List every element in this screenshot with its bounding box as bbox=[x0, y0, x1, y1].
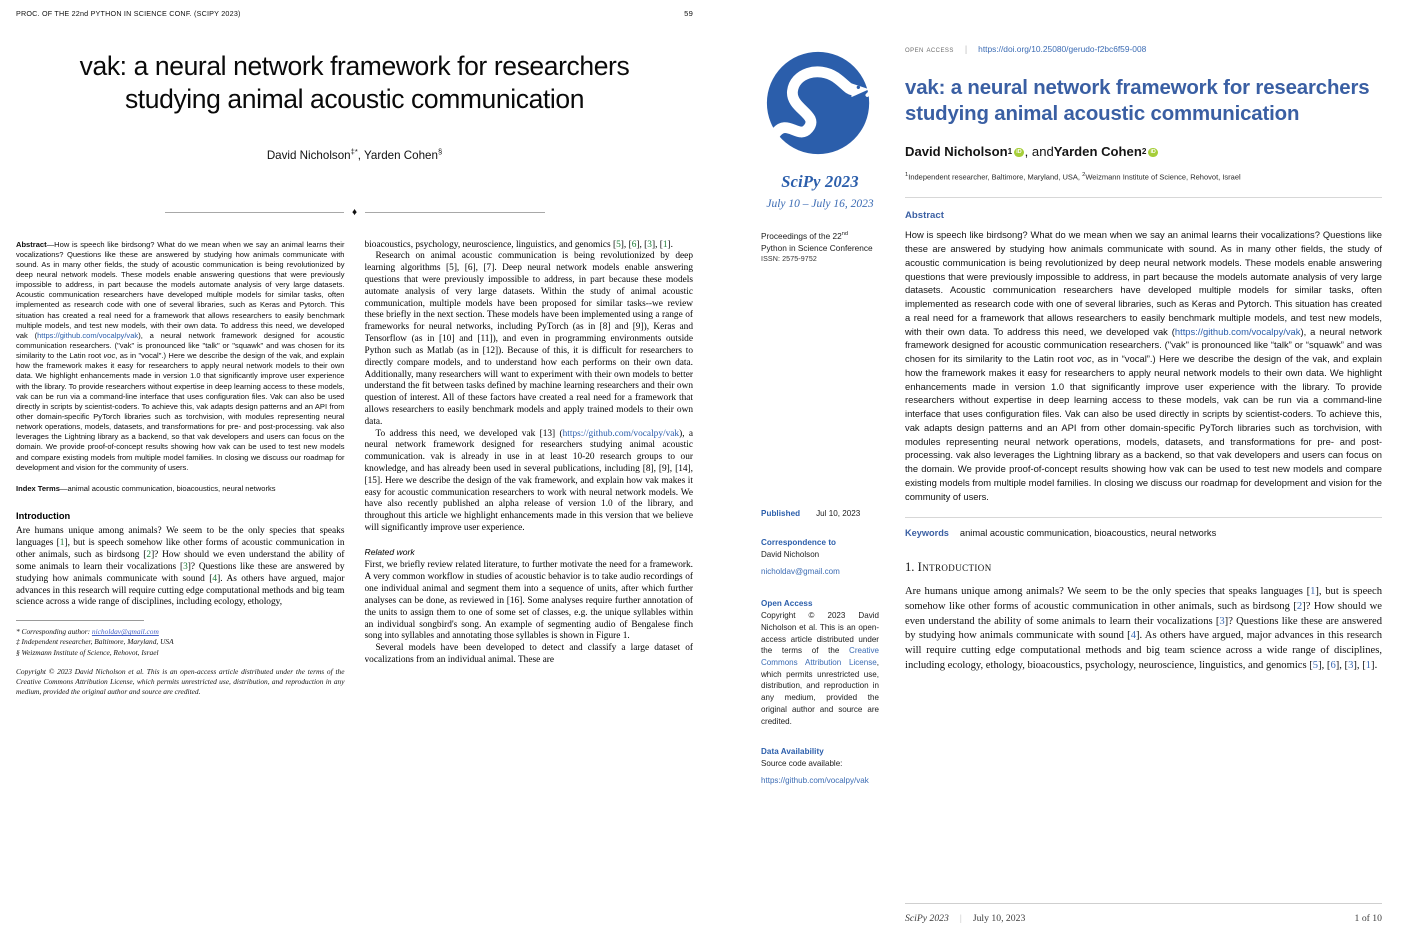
creative-commons-link[interactable]: Creative Commons Attribution License bbox=[761, 646, 879, 667]
author-one-marks: ‡* bbox=[350, 146, 358, 156]
address-need-text-a: To address this need, we developed vak [13] ( bbox=[375, 428, 563, 439]
abstract-text-part2: ), a neural network framework designed for acoustic communication researchers. ("vak" is pronounced like "talk" or "squawk" and was chosen for its similarity to the Latin root bbox=[16, 330, 345, 361]
abstract-label: Abstract bbox=[16, 239, 47, 249]
abstract-paragraph bbox=[16, 240, 345, 473]
scipy-snake-logo-icon bbox=[761, 44, 879, 162]
open-access-block bbox=[761, 599, 879, 727]
ornament-rule-left bbox=[165, 212, 344, 213]
paper-title-right: vak: a neural network framework for researchers studying animal acoustic communication bbox=[905, 77, 1370, 126]
right-page bbox=[709, 0, 1418, 950]
intro-right-e: ]. As others have argued, major advances in this research will require cutting edge computational methods and big team science across a wide range of disciplines, including ecology, ethology, bioacoustics, psychology, neuroscience, linguistics, and genomics [ bbox=[905, 630, 1383, 671]
citation-right-5[interactable]: 5 bbox=[1312, 659, 1319, 671]
data-availability-text: Source code available: bbox=[761, 759, 843, 769]
paper-title-left: vak: a neural network framework for researchers studying animal acoustic communication bbox=[79, 51, 630, 115]
data-availability-link-row bbox=[761, 770, 879, 788]
author-conjunction: , and bbox=[1024, 144, 1054, 160]
footnote-affiliation-two: § Weizmann Institute of Science, Rehovot, Israel bbox=[16, 647, 159, 657]
col2-text-e: ]. bbox=[667, 239, 673, 250]
section-title: Introduction bbox=[917, 559, 992, 574]
proceedings-line-one bbox=[761, 230, 879, 242]
proceedings-text: Proceedings of the 22 bbox=[761, 231, 842, 241]
abstract-right-b: ), a neural network framework designed for acoustic communication researchers. ("vak" is pronounced like “talk” or “squawk” and was chosen for its similarity to the Latin root bbox=[905, 325, 1382, 365]
affiliations-right bbox=[905, 171, 1382, 183]
intro-right-g: ], [ bbox=[1335, 659, 1349, 671]
footnote-star-label: * Corresponding author: bbox=[16, 627, 92, 637]
intro-text-e: ]. As others have argued, major advances in this research will require cutting edge computational methods and big team science across a wide range of disciplines, including ecology, ethology, bbox=[16, 573, 345, 608]
abstract-text-part1: How is speech like birdsong? What do we mean when we say an animal learns their vocalizations? Questions like these are answered by studying how animals communicate with sound. As in many other fields, the study of acoustic communication is being revolutionized by deep neural network models. These models enable answering questions that were previously impossible to address, in part because the models automate analysis of very large datasets. Acoustic communication researchers have developed multiple models for similar tasks, often implemented as research code with one of several libraries, such as Keras and Pytorch. This situation has created a real need for a framework that allows researchers to easily benchmark multiple models, and test new models, with their own data. To address this need, we developed vak ( bbox=[16, 239, 345, 340]
citation-6[interactable]: 6 bbox=[631, 239, 637, 250]
correspondence-email-link[interactable]: nicholdav@gmail.com bbox=[761, 567, 840, 577]
intro-text-c: ]? How should we even understand the ability of some animals to learn their vocalizations [ bbox=[16, 550, 345, 572]
open-access-doi-row bbox=[905, 44, 1382, 54]
right-page-main bbox=[897, 0, 1418, 950]
footer-page-count: 1 of 10 bbox=[1354, 913, 1382, 924]
citation-right-4[interactable]: 4 bbox=[1130, 630, 1136, 642]
abstract-github-link[interactable]: https://github.com/vocalpy/vak bbox=[37, 330, 139, 340]
divider-above-abstract bbox=[905, 197, 1382, 198]
corresponding-email-link[interactable]: nicholdav@gmail.com bbox=[91, 627, 159, 637]
intro-right-a: Are humans unique among animals? We seem to be the only species that speaks languages [ bbox=[905, 586, 1311, 598]
published-row bbox=[761, 509, 879, 518]
correspondence-email-row bbox=[761, 561, 879, 579]
open-access-text bbox=[761, 610, 879, 727]
citation-3b[interactable]: 3 bbox=[647, 239, 652, 250]
author-line-right bbox=[905, 144, 1382, 159]
proceedings-line-two: Python in Science Conference bbox=[761, 243, 873, 254]
column-two-continuation bbox=[365, 240, 694, 252]
footnote-copyright: Copyright © 2023 David Nicholson et al. This is an open-access article distributed under the terms of the Creative Commons Attribution License, which permits unrestricted use, distribution, and reproduction in any medium, provided the original author and source are credited. bbox=[16, 666, 345, 697]
intro-text-d: ]? Questions like these are answered by studying how animals communicate with sound [ bbox=[16, 561, 345, 584]
abstract-right-a: How is speech like birdsong? What do we mean when we say an animal learns their vocalizations? Questions like these are answered by studying how animals communicate with sound. As in many other fields, the study of acoustic communication is being revolutionized by deep neural network models. These models enable answering questions that were previously impossible to address, in part because the models automate analysis of very large datasets. Acoustic communication researchers have developed multiple models for similar tasks, often implemented as research code with one of several libraries, such as Keras and Pytorch. This situation has created a real need for a framework that allows researchers to easily benchmark multiple models, and test new models, with their own data. To address this need, we developed vak ( bbox=[905, 229, 1382, 337]
citation-4[interactable]: 4 bbox=[212, 573, 218, 584]
index-terms-dash: — bbox=[59, 483, 68, 493]
col2-text-c: ], [ bbox=[636, 239, 648, 250]
orcid-icon-author-one[interactable] bbox=[1014, 148, 1024, 158]
open-access-label: Open Access bbox=[761, 599, 813, 609]
index-terms-value: animal acoustic communication, bioacoustics, neural networks bbox=[67, 483, 276, 493]
introduction-paragraph-left bbox=[16, 526, 345, 609]
citation-right-2[interactable]: 2 bbox=[1296, 600, 1303, 612]
research-paragraph: Research on animal acoustic communication is being revolutionized by deep learning algorithms [5], [6], [7]. Deep neural network models enable answering questions that were previously impossible to address, in part because these models automate analysis of very large datasets. Within the study of animal acoustic communication, multiple models have been proposed for similar tasks--we review these briefly in the next section. These models have been implemented using a range of frameworks for neural networks, including PyTorch (as in [8] and [9]), Keras and Tensorflow (as in [10] and [11]), and even in programming environments outside Python such as Matlab (as in [12]). Because of this, it is difficult for researchers to directly compare models, and to understand how each performs on their own data. Additionally, many researchers will want to experiment with their own models to better understand the fit between tasks defined by machine learning researchers and their own question of interest. All of these factors have created a real need for a framework that allows researchers to easily benchmark models and apply trained models to their own data. bbox=[364, 251, 693, 427]
section-ornament bbox=[165, 208, 545, 218]
author-one-name: David Nicholson bbox=[266, 148, 351, 162]
left-page-column-two bbox=[365, 240, 694, 930]
open-access-text-b: , which permits unrestricted use, distribution, and reproduction in any medium, provided the original author and source are credited. bbox=[761, 657, 879, 726]
sidebar-metadata bbox=[761, 509, 879, 788]
abstract-heading-right: Abstract bbox=[905, 210, 944, 222]
running-head-text: PROC. OF THE 22nd PYTHON IN SCIENCE CONF. (SCIPY 2023) bbox=[16, 9, 241, 18]
author-two-right: Yarden Cohen bbox=[1053, 144, 1142, 160]
diamond-icon: ♦ bbox=[351, 206, 358, 218]
logo-container bbox=[761, 44, 879, 162]
author-one-right: David Nicholson bbox=[905, 144, 1008, 160]
abstract-latin-root: voc bbox=[103, 351, 116, 361]
citation-1[interactable]: 1 bbox=[59, 538, 65, 549]
footnote-block bbox=[16, 627, 345, 697]
two-column-body bbox=[14, 240, 695, 930]
abstract-dash: — bbox=[46, 239, 55, 249]
correspondence-name: David Nicholson bbox=[761, 550, 820, 560]
several-models-paragraph: Several models have been developed to detect and classify a large dataset of vocalizations from an individual animal. These are bbox=[364, 643, 693, 665]
running-head bbox=[14, 9, 695, 18]
citation-1b[interactable]: 1 bbox=[662, 239, 668, 250]
conference-dates: July 10 – July 16, 2023 bbox=[766, 198, 874, 210]
intro-right-f: ], [ bbox=[1318, 659, 1331, 671]
footer-conference: SciPy 2023 bbox=[905, 913, 949, 924]
page-folio-number: 59 bbox=[684, 9, 693, 18]
divider-above-keywords bbox=[905, 517, 1382, 518]
related-work-heading: Related work bbox=[364, 546, 415, 557]
oa-doi-separator: | bbox=[964, 44, 968, 54]
keywords-label: Keywords bbox=[905, 527, 949, 538]
footnote-affiliation-one: ‡ Independent researcher, Baltimore, Maryland, USA bbox=[16, 637, 174, 647]
correspondence-block bbox=[761, 538, 879, 579]
col2-text-d: ], [ bbox=[651, 239, 663, 250]
keywords-value: animal acoustic communication, bioacoustics, neural networks bbox=[959, 527, 1217, 538]
correspondence-label: Correspondence to bbox=[761, 538, 837, 548]
proceedings-info bbox=[761, 230, 879, 264]
introduction-paragraph-right bbox=[905, 585, 1382, 673]
footer-left-group bbox=[905, 913, 1025, 924]
abstract-text-part3: , as in "vocal".) Here we describe the design of the vak, and explain how the framework makes it easy for researchers to apply neural network models to their own data. We highlight enhancements made in version 1.0 that significantly improve user experience with the library. To provide researchers without expertise in deep learning access to these models, vak can be run via a command-line interface that uses configuration files. Vak can also be used directly in scripts by scientist-coders. To achieve this, vak adapts design patterns and an API from other domain-specific PyTorch libraries such as torchvision, with modules representing neural network operations, models, datasets, and transformations for pre- and post-processing. vak also leverages the Lightning library as a backend, so that vak developers and users can focus on the domain. We provide proof-of-concept results showing how vak can be used to test new models and compare existing models from multiple model families. In closing we discuss our roadmap for development and vision for the community of users. bbox=[16, 351, 345, 472]
col2-text-a: bioacoustics, psychology, neuroscience, linguistics, and genomics [ bbox=[364, 239, 617, 250]
citation-right-1[interactable]: 1 bbox=[1310, 586, 1316, 598]
related-work-paragraph: First, we briefly review related literature, to further motivate the need for a framework. A very common workflow in studies of acoustic behavior is to take audio recordings of one individual animal and segment them into a sequence of units, after which further analyses can be done, as reviewed in [16]. Some analyses require further annotation of the units to assign them to one of some set of classes, e.g. the unique syllables within an individual songbird's song. An example of segmenting audio of Bengalese finch song into syllables and annotating those syllables is shown in Figure 1. bbox=[364, 560, 693, 642]
doi-link[interactable]: https://doi.org/10.25080/gerudo-f2bc6f59-008 bbox=[978, 44, 1147, 54]
abstract-right-latin-root: voc bbox=[1077, 353, 1092, 365]
introduction-heading-right bbox=[905, 560, 1382, 575]
footer-separator: | bbox=[959, 913, 962, 924]
right-page-sidebar bbox=[709, 0, 897, 950]
author-one-affil-mark: 1 bbox=[1007, 147, 1013, 157]
published-block bbox=[761, 509, 879, 518]
data-availability-block bbox=[761, 747, 879, 788]
address-need-paragraph bbox=[365, 429, 694, 535]
vak-github-link-right[interactable]: https://github.com/vocalpy/vak bbox=[1174, 325, 1301, 337]
orcid-icon-author-two[interactable] bbox=[1148, 148, 1158, 158]
published-label: Published bbox=[761, 509, 801, 519]
col2-text-b: ], [ bbox=[620, 239, 632, 250]
left-page-column-one bbox=[16, 240, 345, 930]
keywords-row bbox=[905, 528, 1382, 538]
footer-date: July 10, 2023 bbox=[972, 913, 1026, 924]
issn-value: ISSN: 2575-9752 bbox=[761, 255, 817, 264]
conference-name: SciPy 2023 bbox=[781, 172, 859, 191]
vak-github-link-col2[interactable]: https://github.com/vocalpy/vak bbox=[562, 428, 680, 439]
footnote-corresponding bbox=[16, 627, 345, 637]
citation-right-3[interactable]: 3 bbox=[1219, 615, 1225, 627]
footer-row bbox=[905, 913, 1382, 924]
intro-text-a: Are humans unique among animals? We seem to be the only species that speaks languages [ bbox=[16, 526, 345, 549]
address-need-text-b: ), a neural network framework designed for researchers studying animal acoustic communication. vak is already in use in at least 10-20 research groups to our knowledge, and has already been used in several publications, including [8], [9], [14], [15]. Here we describe the design of the vak framework, and explain how vak makes it easy for acoustic communication researchers to work with neural network models. We have also recently published an alpha release of version 1.0 of the library, and throughout this article we highlight enhancements made in this version that we believe will significantly improve user experience. bbox=[364, 428, 693, 534]
affil-mark-one: 1 bbox=[905, 172, 909, 179]
published-date: Jul 10, 2023 bbox=[816, 509, 861, 519]
citation-right-6[interactable]: 6 bbox=[1330, 659, 1336, 671]
intro-text-b: ], but is speech somehow like other forms of acoustic communication in other animals, such as birdsong [ bbox=[16, 538, 345, 561]
citation-right-7[interactable]: 3 bbox=[1348, 659, 1354, 671]
intro-right-h: ], [ bbox=[1353, 659, 1366, 671]
author-two-marks: § bbox=[437, 146, 443, 156]
intro-right-d: ]? Questions like these are answered by studying how animals communicate with sound [ bbox=[905, 615, 1382, 642]
citation-3[interactable]: 3 bbox=[183, 561, 188, 572]
author-line-left bbox=[14, 147, 695, 162]
ornament-rule-right bbox=[365, 212, 544, 213]
citation-2[interactable]: 2 bbox=[146, 550, 152, 561]
open-access-tag: open access bbox=[905, 44, 954, 54]
abstract-body-right bbox=[905, 228, 1382, 503]
intro-right-i: ]. bbox=[1371, 659, 1378, 671]
data-availability-label: Data Availability bbox=[761, 747, 824, 757]
citation-right-8[interactable]: 1 bbox=[1365, 659, 1372, 671]
abstract-right-c: , as in “vocal”.) Here we describe the design of the vak, and explain how the framework makes it easy for researchers to apply neural network models to their own data. We highlight enhancements made in version 1.0 that significantly improve user experience with the library. To provide researchers without expertise in deep learning access to these models, vak can be run via a command-line interface that uses configuration files. Vak can also be used directly in scripts by scientist-coders. To achieve this, vak adapts design patterns and an API from other domain-specific PyTorch libraries such as torchvision, with modules representing neural network operations, models, datasets, and transformations for pre- and post-processing. vak also leverages the Lightning library as a backend, so that vak developers and users can focus on the domain. We provide proof-of-concept results showing how vak can be used to test new models and compare existing models from multiple model families. In closing we discuss our roadmap for development and vision for the community of users. bbox=[905, 353, 1382, 502]
proceedings-ordinal: nd bbox=[841, 231, 848, 238]
open-access-text-a: Copyright © 2023 David Nicholson et al. This is an open-access article distributed under the terms of the bbox=[761, 611, 879, 656]
footnote-divider bbox=[16, 620, 144, 621]
citation-5[interactable]: 5 bbox=[616, 239, 621, 250]
introduction-heading-left: Introduction bbox=[16, 510, 71, 521]
affil-text-two: Weizmann Institute of Science, Rehovot, Israel bbox=[1085, 172, 1241, 182]
index-terms-label: Index Terms bbox=[16, 483, 60, 493]
right-page-footer bbox=[905, 903, 1382, 924]
index-terms bbox=[16, 484, 345, 494]
intro-right-c: ]? How should we even understand the ability of some animals to learn their vocalizations [ bbox=[905, 600, 1382, 627]
affil-mark-two: 2 bbox=[1082, 172, 1086, 179]
section-number: 1. bbox=[905, 559, 915, 574]
source-code-link[interactable]: https://github.com/vocalpy/vak bbox=[761, 776, 869, 786]
author-two-affil-mark: 2 bbox=[1141, 147, 1147, 157]
affil-text-one: Independent researcher, Baltimore, Maryland, USA, bbox=[908, 172, 1083, 182]
author-separator: , Yarden Cohen bbox=[357, 148, 438, 162]
intro-right-b: ], but is speech somehow like other forms of acoustic communication in other animals, such as birdsong [ bbox=[905, 586, 1382, 612]
footer-divider bbox=[905, 903, 1382, 904]
